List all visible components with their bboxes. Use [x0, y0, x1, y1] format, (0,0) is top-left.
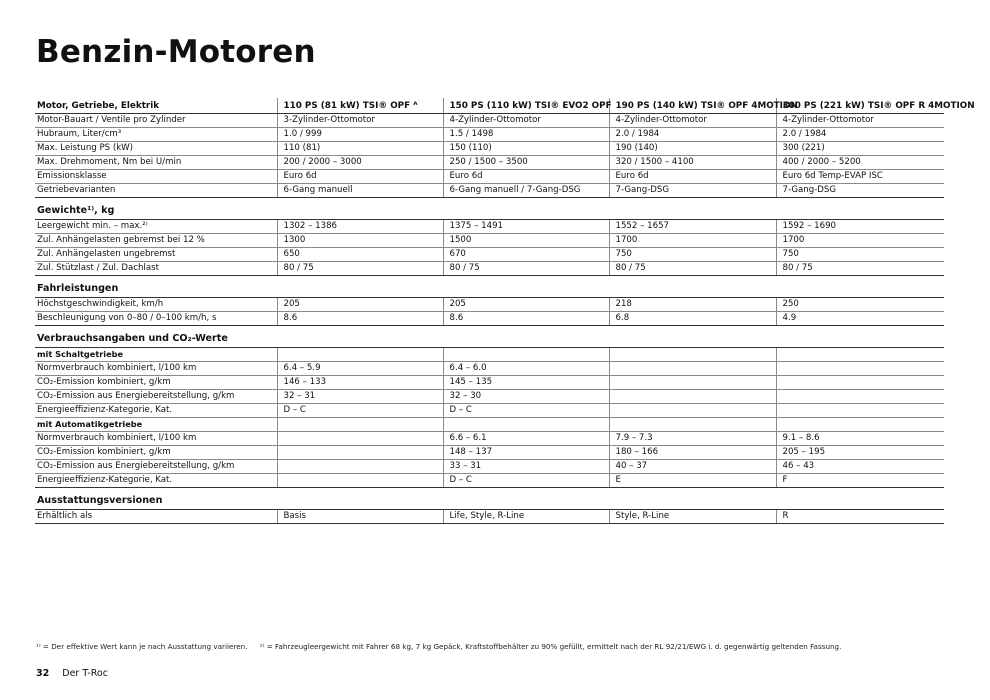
table-cell: [776, 404, 944, 418]
table-cell: [443, 418, 609, 432]
table-cell: 32 – 31: [277, 390, 443, 404]
row-label: Getriebevarianten: [35, 184, 277, 198]
row-label: Max. Leistung PS (kW): [35, 142, 277, 156]
table-cell: [277, 432, 443, 446]
table-cell: 4.9: [776, 312, 944, 326]
table-cell: 320 / 1500 – 4100: [609, 156, 776, 170]
table-cell: D – C: [443, 404, 609, 418]
row-label: Max. Drehmoment, Nm bei U/min: [35, 156, 277, 170]
row-label: Leergewicht min. – max.²⁾: [35, 220, 277, 234]
publication-name: Der T-Roc: [62, 668, 108, 679]
section-performance: [35, 276, 944, 298]
table-cell: 80 / 75: [443, 262, 609, 276]
row-label: Motor-Bauart / Ventile pro Zylinder: [35, 114, 277, 128]
table-row: [35, 262, 944, 276]
section-title: Gewichte¹⁾, kg: [35, 198, 944, 220]
table-cell: 2.0 / 1984: [609, 128, 776, 142]
table-cell: 1302 – 1386: [277, 220, 443, 234]
table-row: [35, 312, 944, 326]
table-cell: 1.0 / 999: [277, 128, 443, 142]
table-cell: 190 (140): [609, 142, 776, 156]
table-cell: [609, 390, 776, 404]
table-cell: 218: [609, 298, 776, 312]
table-row: [35, 446, 944, 460]
row-label: CO₂-Emission aus Energiebereitstellung, g/km: [35, 390, 277, 404]
row-label: Normverbrauch kombiniert, l/100 km: [35, 432, 277, 446]
table-cell: 1592 – 1690: [776, 220, 944, 234]
table-cell: 150 (110): [443, 142, 609, 156]
section-title: Fahrleistungen: [35, 276, 944, 298]
table-cell: 32 – 30: [443, 390, 609, 404]
table-cell: 7-Gang-DSG: [776, 184, 944, 198]
table-cell: 8.6: [443, 312, 609, 326]
table-cell: [776, 376, 944, 390]
table-cell: 4-Zylinder-Ottomotor: [609, 114, 776, 128]
table-cell: 8.6: [277, 312, 443, 326]
table-cell: Euro 6d: [277, 170, 443, 184]
table-cell: [277, 348, 443, 362]
engine-header: 150 PS (110 kW) TSI® EVO2 OPF: [443, 98, 609, 114]
table-cell: Euro 6d: [609, 170, 776, 184]
table-cell: 146 – 133: [277, 376, 443, 390]
table-cell: Style, R-Line: [609, 510, 776, 524]
row-label: Energieeffizienz-Kategorie, Kat.: [35, 404, 277, 418]
table-cell: 650: [277, 248, 443, 262]
table-row: [35, 298, 944, 312]
table-row: [35, 128, 944, 142]
table-row: [35, 510, 944, 524]
table-cell: F: [776, 474, 944, 488]
table-cell: [443, 348, 609, 362]
table-cell: 1300: [277, 234, 443, 248]
table-row: [35, 376, 944, 390]
section-title: Ausstattungsversionen: [35, 488, 944, 510]
subsection-row: [35, 418, 944, 432]
engine-spec-table: [35, 98, 975, 524]
table-cell: 1700: [609, 234, 776, 248]
table-cell: 200 / 2000 – 3000: [277, 156, 443, 170]
table-cell: [776, 390, 944, 404]
table-cell: 9.1 – 8.6: [776, 432, 944, 446]
table-row: [35, 474, 944, 488]
table-cell: [776, 418, 944, 432]
table-row: [35, 114, 944, 128]
section-title: Verbrauchsangaben und CO₂-Werte: [35, 326, 944, 348]
table-cell: 1.5 / 1498: [443, 128, 609, 142]
page-title: Benzin-Motoren: [36, 34, 316, 70]
table-cell: [776, 362, 944, 376]
table-cell: 4-Zylinder-Ottomotor: [443, 114, 609, 128]
row-label: Beschleunigung von 0–80 / 0–100 km/h, s: [35, 312, 277, 326]
table-row: [35, 142, 944, 156]
table-row: [35, 390, 944, 404]
table-cell: 1552 – 1657: [609, 220, 776, 234]
table-cell: 80 / 75: [609, 262, 776, 276]
table-header-row: [35, 98, 944, 114]
table-cell: [277, 446, 443, 460]
engine-header: 300 PS (221 kW) TSI® OPF R 4MOTION: [776, 98, 944, 114]
footnote-2: ²⁾ = Fahrzeugleergewicht mit Fahrer 68 kg, 7 kg Gepäck, Kraftstoffbehälter zu 90% gefüllt, ermittelt nach der RL 92/21/EWG i. d. gegenwärtig geltenden Fassung.: [259, 642, 842, 651]
table-row: [35, 362, 944, 376]
table-cell: 205 – 195: [776, 446, 944, 460]
table-row: [35, 156, 944, 170]
table-cell: D – C: [443, 474, 609, 488]
table-cell: [609, 404, 776, 418]
table-cell: 7-Gang-DSG: [609, 184, 776, 198]
table-cell: [609, 376, 776, 390]
table-cell: 250: [776, 298, 944, 312]
table-row: [35, 170, 944, 184]
table-cell: 4-Zylinder-Ottomotor: [776, 114, 944, 128]
subsection-row: [35, 348, 944, 362]
table-cell: 6-Gang manuell / 7-Gang-DSG: [443, 184, 609, 198]
table-cell: 670: [443, 248, 609, 262]
table-cell: 80 / 75: [776, 262, 944, 276]
row-label: Normverbrauch kombiniert, l/100 km: [35, 362, 277, 376]
row-label: CO₂-Emission kombiniert, g/km: [35, 446, 277, 460]
table-cell: 145 – 135: [443, 376, 609, 390]
table-cell: 6.8: [609, 312, 776, 326]
table-cell: [277, 460, 443, 474]
page-number: 32: [36, 668, 50, 679]
section-weights: [35, 198, 944, 220]
row-label: Höchstgeschwindigkeit, km/h: [35, 298, 277, 312]
engine-header: 190 PS (140 kW) TSI® OPF 4MOTION: [609, 98, 776, 114]
table-cell: 205: [277, 298, 443, 312]
table-cell: 1500: [443, 234, 609, 248]
table-row: [35, 234, 944, 248]
table-cell: 6.6 – 6.1: [443, 432, 609, 446]
section-equipment: [35, 488, 944, 510]
page-footer: [36, 668, 108, 679]
table-cell: 6.4 – 6.0: [443, 362, 609, 376]
header-label: Motor, Getriebe, Elektrik: [35, 98, 277, 114]
table-row: [35, 460, 944, 474]
table-cell: 6-Gang manuell: [277, 184, 443, 198]
section-consumption: [35, 326, 944, 348]
table-cell: D – C: [277, 404, 443, 418]
footnotes: [36, 642, 841, 651]
subsection-title: mit Automatikgetriebe: [35, 418, 277, 432]
table-cell: [609, 362, 776, 376]
table-cell: 33 – 31: [443, 460, 609, 474]
table-cell: 7.9 – 7.3: [609, 432, 776, 446]
table-cell: 1700: [776, 234, 944, 248]
table-cell: 110 (81): [277, 142, 443, 156]
table-cell: 46 – 43: [776, 460, 944, 474]
table-cell: R: [776, 510, 944, 524]
row-label: Emissionsklasse: [35, 170, 277, 184]
table-row: [35, 184, 944, 198]
table-cell: 1375 – 1491: [443, 220, 609, 234]
row-label: CO₂-Emission aus Energiebereitstellung, g/km: [35, 460, 277, 474]
table-cell: 180 – 166: [609, 446, 776, 460]
row-label: Hubraum, Liter/cm³: [35, 128, 277, 142]
table-row: [35, 220, 944, 234]
row-label: Zul. Stützlast / Zul. Dachlast: [35, 262, 277, 276]
table-cell: [609, 348, 776, 362]
table-cell: Euro 6d Temp-EVAP ISC: [776, 170, 944, 184]
table-cell: 2.0 / 1984: [776, 128, 944, 142]
table-cell: Euro 6d: [443, 170, 609, 184]
table-cell: 6.4 – 5.9: [277, 362, 443, 376]
row-label: Zul. Anhängelasten gebremst bei 12 %: [35, 234, 277, 248]
table-row: [35, 432, 944, 446]
table-cell: 40 – 37: [609, 460, 776, 474]
table-cell: [776, 348, 944, 362]
row-label: Erhältlich als: [35, 510, 277, 524]
row-label: CO₂-Emission kombiniert, g/km: [35, 376, 277, 390]
table-row: [35, 248, 944, 262]
table-cell: 148 – 137: [443, 446, 609, 460]
table-cell: E: [609, 474, 776, 488]
row-label: Zul. Anhängelasten ungebremst: [35, 248, 277, 262]
table-cell: 205: [443, 298, 609, 312]
table-cell: [277, 474, 443, 488]
engine-header: 110 PS (81 kW) TSI® OPF ᴬ: [277, 98, 443, 114]
table-cell: [277, 418, 443, 432]
table-cell: 750: [609, 248, 776, 262]
table-row: [35, 404, 944, 418]
table-cell: 250 / 1500 – 3500: [443, 156, 609, 170]
table-cell: Life, Style, R-Line: [443, 510, 609, 524]
subsection-title: mit Schaltgetriebe: [35, 348, 277, 362]
table-cell: Basis: [277, 510, 443, 524]
table-cell: 400 / 2000 – 5200: [776, 156, 944, 170]
table-cell: 750: [776, 248, 944, 262]
table-cell: [609, 418, 776, 432]
table-cell: 80 / 75: [277, 262, 443, 276]
table-cell: 300 (221): [776, 142, 944, 156]
table-cell: 3-Zylinder-Ottomotor: [277, 114, 443, 128]
footnote-1: ¹⁾ = Der effektive Wert kann je nach Ausstattung variieren.: [36, 642, 248, 651]
row-label: Energieeffizienz-Kategorie, Kat.: [35, 474, 277, 488]
